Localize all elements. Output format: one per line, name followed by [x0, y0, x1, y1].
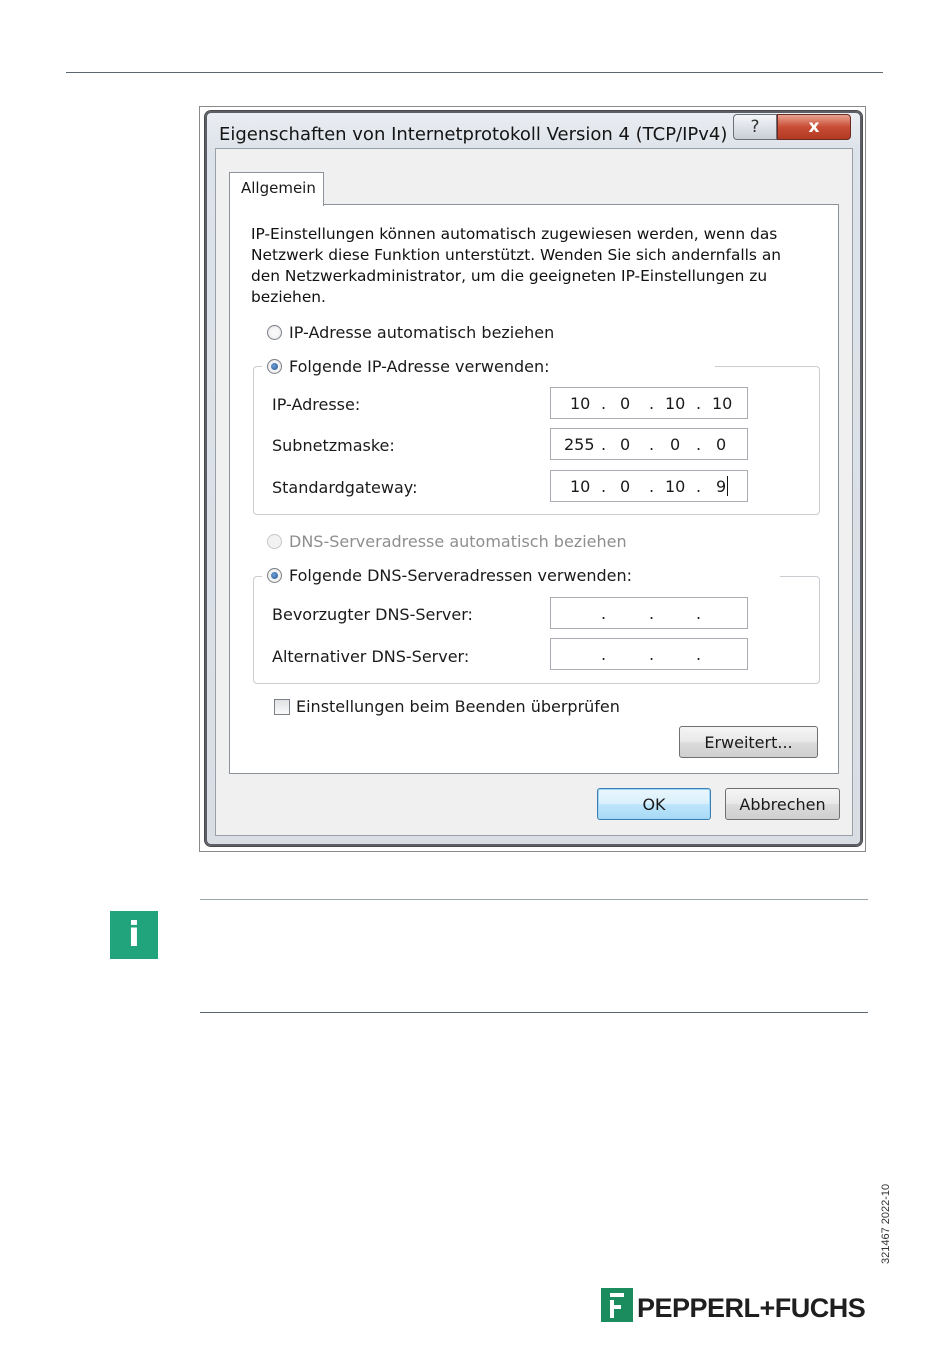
logo-mark-icon — [601, 1288, 633, 1322]
radio-dns-manual-row[interactable] — [267, 566, 632, 585]
radio-ip-auto[interactable] — [267, 325, 282, 340]
validate-settings-row[interactable] — [274, 697, 620, 716]
tab-general[interactable]: Allgemein — [229, 172, 324, 206]
radio-ip-auto-row[interactable] — [267, 323, 554, 342]
cancel-button[interactable]: Abbrechen — [725, 788, 840, 820]
radio-dns-auto-label: DNS-Serveradresse automatisch beziehen — [289, 532, 627, 551]
radio-dns-manual-label: Folgende DNS-Serveradressen verwenden: — [289, 566, 633, 585]
advanced-button[interactable]: Erweitert... — [679, 726, 818, 758]
info-icon: i — [110, 911, 158, 959]
brand-logo: PEPPERL+FUCHS — [637, 1293, 866, 1323]
subnet-mask-label: Subnetzmaske: — [272, 436, 395, 455]
help-button[interactable]: ? — [733, 114, 777, 140]
radio-ip-manual-row[interactable] — [267, 357, 550, 376]
validate-settings-label: Einstellungen beim Beenden überprüfen — [296, 697, 620, 716]
dialog-title: Eigenschaften von Internetprotokoll Version 4 (TCP/IPv4) — [219, 124, 728, 145]
radio-ip-auto-label: IP-Adresse automatisch beziehen — [289, 323, 555, 342]
ok-button[interactable]: OK — [597, 788, 711, 820]
radio-ip-manual[interactable] — [267, 359, 282, 374]
info-rule-top — [200, 899, 868, 900]
gateway-label: Standardgateway: — [272, 478, 418, 497]
close-button[interactable]: x — [777, 114, 851, 140]
preferred-dns-input[interactable]: . . . — [550, 597, 748, 629]
radio-dns-manual[interactable] — [267, 568, 282, 583]
document-id: 321467 2022-10 — [880, 1183, 892, 1264]
alternate-dns-label: Alternativer DNS-Server: — [272, 647, 470, 666]
radio-ip-manual-label: Folgende IP-Adresse verwenden: — [289, 357, 550, 376]
header-rule — [66, 72, 883, 73]
text-caret — [727, 476, 728, 496]
description-text: IP-Einstellungen können automatisch zugewiesen werden, wenn das Netzwerk diese Funktion unterstützt. Wenden Sie sich andernfalls an den Netzwerkadministrator, um die geeigneten IP-Einstellungen zu beziehen. — [251, 225, 782, 306]
gateway-input[interactable]: 10 . 0 . 10 . 9 — [550, 470, 748, 502]
alternate-dns-input[interactable]: . . . — [550, 638, 748, 670]
title-buttons — [733, 114, 853, 142]
ip-address-input[interactable]: 10 . 0 . 10 . 10 — [550, 387, 748, 419]
ip-address-label: IP-Adresse: — [272, 395, 361, 414]
subnet-mask-input[interactable]: 255 . 0 . 0 . 0 — [550, 428, 748, 460]
radio-dns-auto — [267, 534, 282, 549]
radio-dns-auto-row — [267, 532, 627, 551]
validate-settings-checkbox[interactable] — [274, 699, 290, 715]
preferred-dns-label: Bevorzugter DNS-Server: — [272, 605, 473, 624]
info-rule-bottom — [200, 1012, 868, 1013]
